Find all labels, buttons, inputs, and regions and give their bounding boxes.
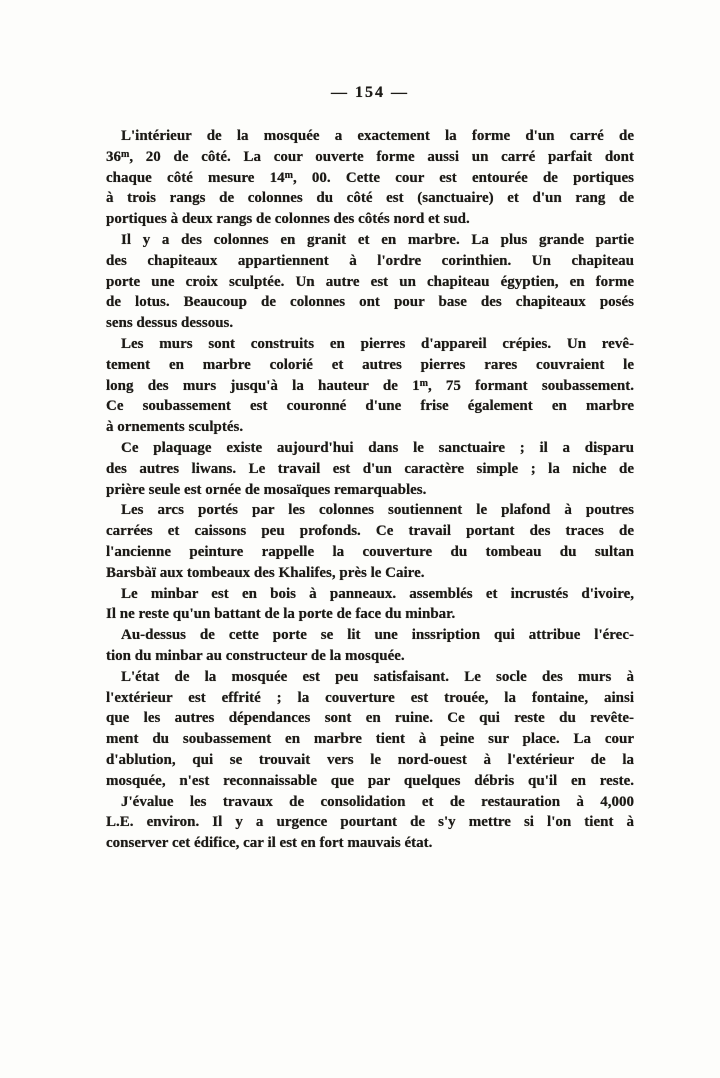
text-line: des autres liwans. Le travail est d'un caractère simple ; la niche de [106,460,634,477]
text-line: 36$^m$, 20 de côté. La cour ouverte forme aussi un carré parfait dont [106,148,634,165]
text-line: J'évalue les travaux de consolidation et de restauration à 4,000 [121,793,634,810]
text-line: L'intérieur de la mosquée a exactement la forme d'un carré de [121,128,634,144]
paragraph [106,500,634,583]
paragraph [106,625,634,667]
paragraph [106,584,634,626]
text-line: Le minbar est en bois à panneaux. assemblés et incrustés d'ivoire, [121,585,634,602]
text-line: à ornements sculptés. [106,419,244,436]
text-line: Les arcs portés par les colonnes soutiennent le plafond à poutres [121,502,634,519]
text-line: long des murs jusqu'à la hauteur de 1$^m$, 75 formant soubassement. [106,377,634,394]
text-line: portiques à deux rangs de colonnes des côtés nord et sud. [106,211,470,228]
paragraph [106,438,634,500]
text-line: Ce plaquage existe aujourd'hui dans le sanctuaire ; il a disparu [121,439,634,456]
text-line: sens dessus dessous. [106,315,234,332]
text-line: Il ne reste qu'un battant de la porte de face du minbar. [106,606,456,623]
text-line: ment du soubassement en marbre tient à peine sur place. La cour [106,731,634,748]
paragraph [106,667,634,792]
text-line: Il y a des colonnes en granit et en marbre. La plus grande partie [121,231,634,248]
text-line: porte une croix sculptée. Un autre est un chapiteau égyptien, en forme [106,273,634,290]
text-line: tement en marbre colorié et autres pierres rares couvraient le [106,356,634,373]
paragraph [106,792,634,854]
text-line: conserver cet édifice, car il est en fort mauvais état. [106,835,433,852]
text-line: tion du minbar au constructeur de la mosquée. [106,647,405,664]
text-line: des chapiteaux appartiennent à l'ordre corinthien. Un chapiteau [106,252,634,269]
paragraph [106,230,634,334]
text-line: Les murs sont construits en pierres d'appareil crépies. Un revê- [121,335,634,352]
paragraph [106,126,634,230]
page-number: — 154 — [331,84,409,101]
text-line: l'ancienne peinture rappelle la couverture du tombeau du sultan [106,543,634,560]
text-line: Barsbàï aux tombeaux des Khalifes, près le Caire. [106,564,425,581]
text-line: mosquée, n'est reconnaissable que par quelques débris qu'il en reste. [106,772,634,789]
text-line: carrées et caissons peu profonds. Ce travail portant des traces de [106,523,634,540]
text-line: Ce soubassement est couronné d'une frise également en marbre [106,398,634,415]
text-line: à trois rangs de colonnes du côté est (sanctuaire) et d'un rang de [106,190,634,207]
text-line: d'ablution, qui se trouvait vers le nord-ouest à l'extérieur de la [106,751,634,768]
text-line: prière seule est ornée de mosaïques remarquables. [106,481,427,498]
text-line: l'extérieur est effrité ; la couverture est trouée, la fontaine, ainsi [106,689,634,706]
body-text [106,126,634,854]
text-line: Au-dessus de cette porte se lit une inssription qui attribue l'érec- [121,627,634,644]
paragraph [106,334,634,438]
text-line: L'état de la mosquée est peu satisfaisant. Le socle des murs à [121,668,634,685]
text-line: L.E. environ. Il y a urgence pourtant de s'y mettre si l'on tient à [106,814,634,831]
text-line: chaque côté mesure 14$^m$, 00. Cette cour est entourée de portiques [106,169,634,186]
text-line: de lotus. Beaucoup de colonnes ont pour base des chapiteaux posés [106,294,634,311]
text-line: que les autres dépendances sont en ruine. Ce qui reste du revête- [106,710,634,727]
